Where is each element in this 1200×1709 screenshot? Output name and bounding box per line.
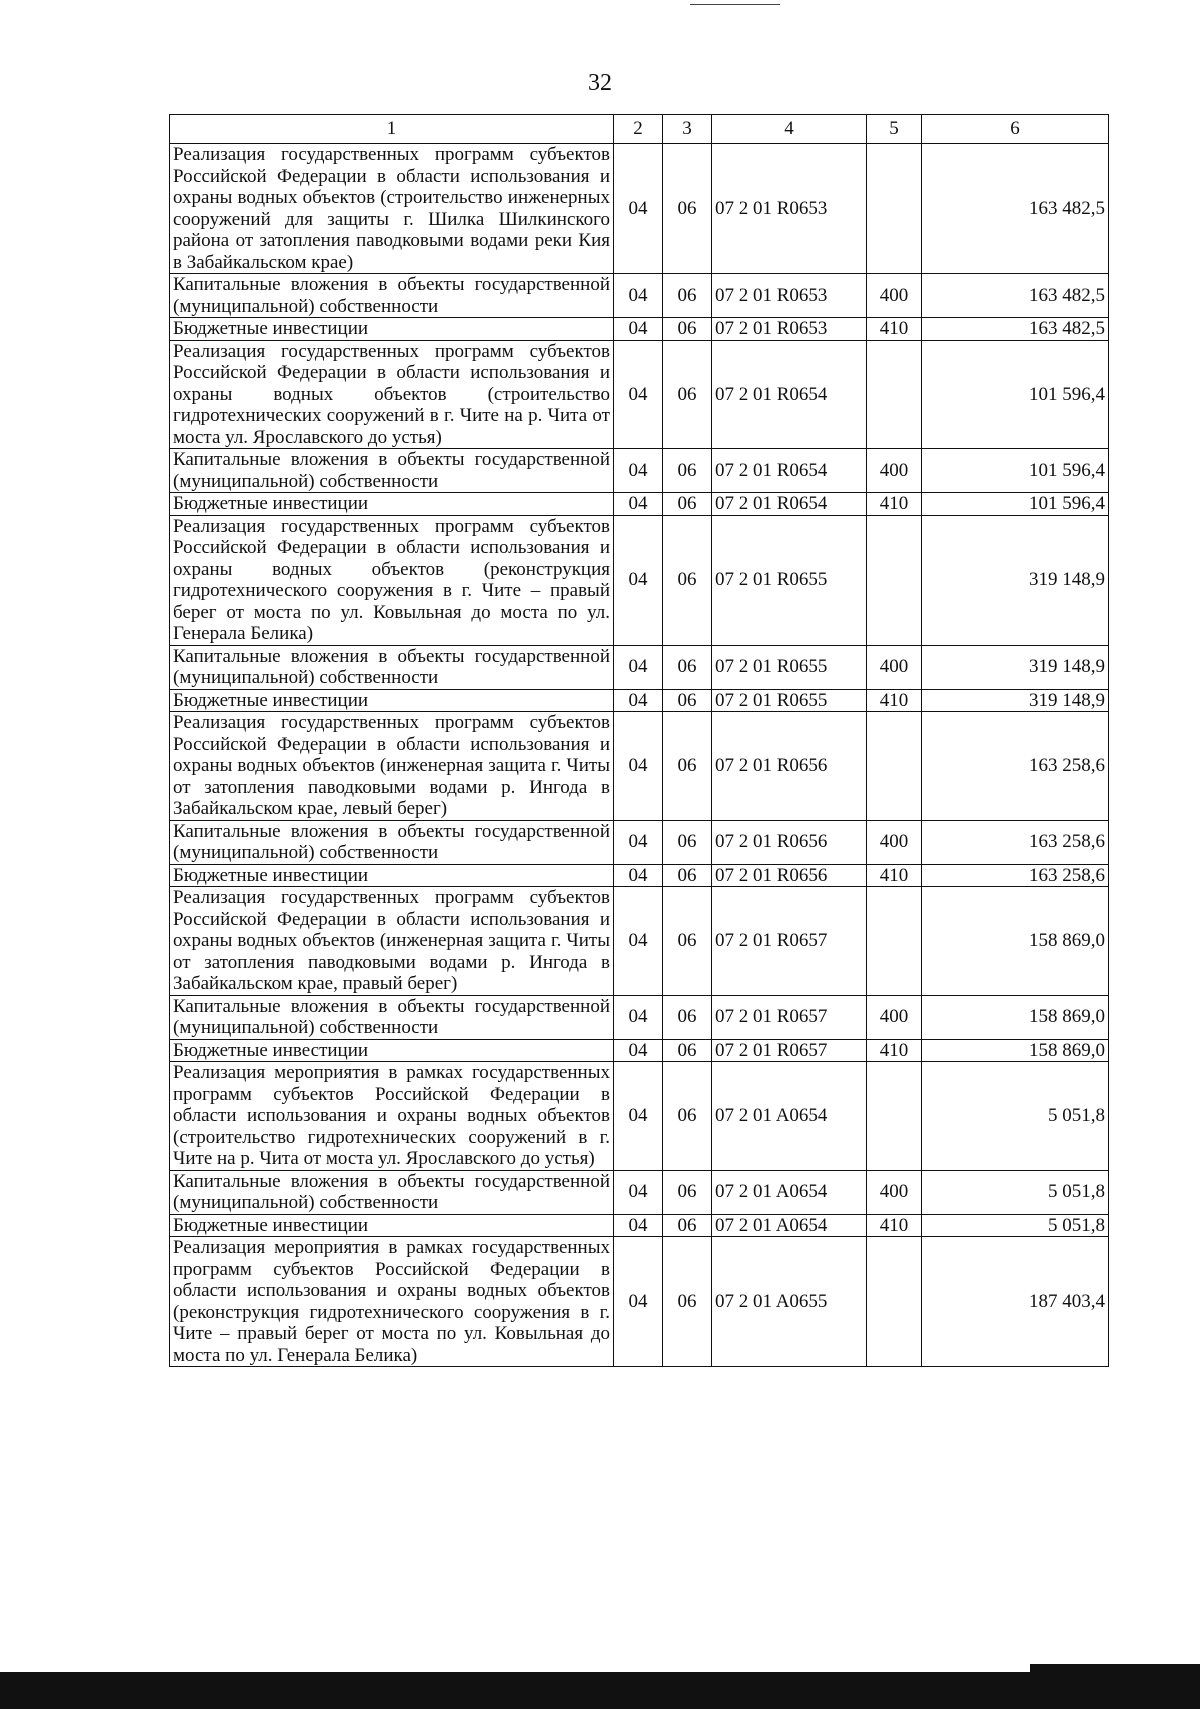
cell-name: Капитальные вложения в объекты государственной (муниципальной) собственности <box>170 820 614 864</box>
cell-target-article: 07 2 01 A0654 <box>712 1062 867 1171</box>
cell-name: Капитальные вложения в объекты государственной (муниципальной) собственности <box>170 645 614 689</box>
cell-amount: 5 051,8 <box>922 1214 1109 1237</box>
cell-amount: 101 596,4 <box>922 340 1109 449</box>
cell-section: 04 <box>614 689 663 712</box>
cell-target-article: 07 2 01 R0657 <box>712 995 867 1039</box>
cell-section: 04 <box>614 645 663 689</box>
cell-target-article: 07 2 01 R0655 <box>712 645 867 689</box>
cell-target-article: 07 2 01 R0656 <box>712 820 867 864</box>
cell-amount: 319 148,9 <box>922 515 1109 645</box>
cell-section: 04 <box>614 820 663 864</box>
cell-amount: 158 869,0 <box>922 887 1109 996</box>
budget-table <box>169 114 1109 1367</box>
table-row <box>170 144 1109 274</box>
cell-name: Капитальные вложения в объекты государственной (муниципальной) собственности <box>170 274 614 318</box>
table-header <box>170 115 1109 144</box>
cell-section: 04 <box>614 1062 663 1171</box>
cell-amount: 158 869,0 <box>922 995 1109 1039</box>
cell-section: 04 <box>614 144 663 274</box>
cell-target-article: 07 2 01 R0657 <box>712 887 867 996</box>
scan-bottom-border <box>0 1672 1200 1709</box>
cell-name: Реализация государственных программ субъектов Российской Федерации в области использования и охраны водных объектов (инженерная защита г. Читы от затопления паводковыми водами р. Ингода в Забайкальском крае, левый берег) <box>170 712 614 821</box>
cell-target-article: 07 2 01 R0655 <box>712 689 867 712</box>
table-body <box>170 144 1109 1367</box>
table-row <box>170 995 1109 1039</box>
cell-section: 04 <box>614 1039 663 1062</box>
cell-section: 04 <box>614 1214 663 1237</box>
table-row <box>170 645 1109 689</box>
cell-subsection: 06 <box>663 864 712 887</box>
cell-section: 04 <box>614 318 663 341</box>
table-row <box>170 689 1109 712</box>
cell-amount: 163 482,5 <box>922 274 1109 318</box>
cell-subsection: 06 <box>663 1170 712 1214</box>
cell-expense-type <box>867 712 922 821</box>
cell-section: 04 <box>614 493 663 516</box>
cell-expense-type: 400 <box>867 820 922 864</box>
cell-target-article: 07 2 01 R0654 <box>712 340 867 449</box>
cell-expense-type <box>867 144 922 274</box>
cell-name: Реализация государственных программ субъектов Российской Федерации в области использования и охраны водных объектов (инженерная защита г. Читы от затопления паводковыми водами р. Ингода в Забайкальском крае, правый берег) <box>170 887 614 996</box>
cell-subsection: 06 <box>663 1237 712 1367</box>
cell-amount: 163 258,6 <box>922 864 1109 887</box>
cell-section: 04 <box>614 340 663 449</box>
cell-amount: 5 051,8 <box>922 1170 1109 1214</box>
header-row <box>170 115 1109 144</box>
header-col-2: 2 <box>614 115 663 144</box>
cell-expense-type <box>867 887 922 996</box>
cell-amount: 319 148,9 <box>922 645 1109 689</box>
cell-name: Реализация мероприятия в рамках государственных программ субъектов Российской Федерации в области использования и охраны водных объектов (строительство гидротехнических сооружений в г. Чите на р. Чита от моста ул. Ярославского до устья) <box>170 1062 614 1171</box>
cell-subsection: 06 <box>663 449 712 493</box>
cell-section: 04 <box>614 1170 663 1214</box>
cell-section: 04 <box>614 864 663 887</box>
cell-expense-type: 410 <box>867 1214 922 1237</box>
cell-expense-type: 400 <box>867 995 922 1039</box>
cell-subsection: 06 <box>663 144 712 274</box>
table-row <box>170 1039 1109 1062</box>
cell-target-article: 07 2 01 A0654 <box>712 1214 867 1237</box>
cell-subsection: 06 <box>663 820 712 864</box>
scan-edge-shadow <box>1030 1664 1200 1672</box>
cell-section: 04 <box>614 712 663 821</box>
cell-name: Реализация государственных программ субъектов Российской Федерации в области использования и охраны водных объектов (строительство гидротехнических сооружений в г. Чите на р. Чита от моста ул. Ярославского до устья) <box>170 340 614 449</box>
header-col-1: 1 <box>170 115 614 144</box>
header-col-5: 5 <box>867 115 922 144</box>
cell-subsection: 06 <box>663 340 712 449</box>
cell-subsection: 06 <box>663 493 712 516</box>
cell-expense-type: 400 <box>867 1170 922 1214</box>
table-row <box>170 515 1109 645</box>
cell-expense-type: 400 <box>867 645 922 689</box>
cell-name: Капитальные вложения в объекты государственной (муниципальной) собственности <box>170 995 614 1039</box>
cell-expense-type: 410 <box>867 864 922 887</box>
cell-target-article: 07 2 01 R0654 <box>712 449 867 493</box>
cell-amount: 101 596,4 <box>922 449 1109 493</box>
cell-amount: 101 596,4 <box>922 493 1109 516</box>
cell-subsection: 06 <box>663 645 712 689</box>
cell-expense-type <box>867 515 922 645</box>
table-row <box>170 449 1109 493</box>
cell-name: Капитальные вложения в объекты государственной (муниципальной) собственности <box>170 449 614 493</box>
cell-expense-type: 410 <box>867 318 922 341</box>
header-col-3: 3 <box>663 115 712 144</box>
cell-subsection: 06 <box>663 274 712 318</box>
scan-artifact-line <box>690 4 780 5</box>
cell-expense-type <box>867 340 922 449</box>
cell-section: 04 <box>614 995 663 1039</box>
cell-section: 04 <box>614 274 663 318</box>
table-row <box>170 1214 1109 1237</box>
cell-subsection: 06 <box>663 995 712 1039</box>
cell-name: Реализация государственных программ субъектов Российской Федерации в области использования и охраны водных объектов (реконструкция гидротехнического сооружения в г. Чите – правый берег от моста по ул. Ковыльная до моста по ул. Генерала Белика) <box>170 515 614 645</box>
cell-amount: 5 051,8 <box>922 1062 1109 1171</box>
cell-amount: 163 258,6 <box>922 820 1109 864</box>
cell-target-article: 07 2 01 R0653 <box>712 318 867 341</box>
cell-amount: 163 482,5 <box>922 144 1109 274</box>
cell-name: Бюджетные инвестиции <box>170 1214 614 1237</box>
cell-target-article: 07 2 01 R0653 <box>712 144 867 274</box>
cell-target-article: 07 2 01 A0655 <box>712 1237 867 1367</box>
table-row <box>170 887 1109 996</box>
cell-amount: 163 258,6 <box>922 712 1109 821</box>
cell-subsection: 06 <box>663 1062 712 1171</box>
cell-expense-type <box>867 1062 922 1171</box>
cell-target-article: 07 2 01 R0657 <box>712 1039 867 1062</box>
cell-section: 04 <box>614 449 663 493</box>
cell-section: 04 <box>614 515 663 645</box>
cell-subsection: 06 <box>663 887 712 996</box>
cell-name: Бюджетные инвестиции <box>170 1039 614 1062</box>
cell-expense-type <box>867 1237 922 1367</box>
cell-target-article: 07 2 01 R0656 <box>712 712 867 821</box>
cell-name: Бюджетные инвестиции <box>170 318 614 341</box>
cell-subsection: 06 <box>663 1214 712 1237</box>
cell-subsection: 06 <box>663 515 712 645</box>
cell-expense-type: 400 <box>867 274 922 318</box>
cell-name: Бюджетные инвестиции <box>170 864 614 887</box>
cell-target-article: 07 2 01 R0654 <box>712 493 867 516</box>
cell-section: 04 <box>614 1237 663 1367</box>
cell-section: 04 <box>614 887 663 996</box>
cell-subsection: 06 <box>663 712 712 821</box>
table-row <box>170 274 1109 318</box>
table-row <box>170 712 1109 821</box>
cell-name: Бюджетные инвестиции <box>170 493 614 516</box>
cell-target-article: 07 2 01 R0653 <box>712 274 867 318</box>
cell-subsection: 06 <box>663 689 712 712</box>
table-row <box>170 820 1109 864</box>
cell-name: Бюджетные инвестиции <box>170 689 614 712</box>
cell-expense-type: 400 <box>867 449 922 493</box>
cell-name: Капитальные вложения в объекты государственной (муниципальной) собственности <box>170 1170 614 1214</box>
cell-amount: 187 403,4 <box>922 1237 1109 1367</box>
table-row <box>170 864 1109 887</box>
header-col-4: 4 <box>712 115 867 144</box>
cell-target-article: 07 2 01 R0656 <box>712 864 867 887</box>
cell-expense-type: 410 <box>867 689 922 712</box>
cell-subsection: 06 <box>663 318 712 341</box>
table-row <box>170 340 1109 449</box>
cell-expense-type: 410 <box>867 1039 922 1062</box>
table-row <box>170 1170 1109 1214</box>
cell-amount: 319 148,9 <box>922 689 1109 712</box>
cell-target-article: 07 2 01 R0655 <box>712 515 867 645</box>
table-row <box>170 1062 1109 1171</box>
table-row <box>170 1237 1109 1367</box>
cell-name: Реализация государственных программ субъектов Российской Федерации в области использования и охраны водных объектов (строительство инженерных сооружений для защиты г. Шилка Шилкинского района от затопления паводковыми водами реки Кия в Забайкальском крае) <box>170 144 614 274</box>
cell-amount: 163 482,5 <box>922 318 1109 341</box>
cell-target-article: 07 2 01 A0654 <box>712 1170 867 1214</box>
table-row <box>170 318 1109 341</box>
cell-amount: 158 869,0 <box>922 1039 1109 1062</box>
table-row <box>170 493 1109 516</box>
page-number: 32 <box>588 70 612 96</box>
header-col-6: 6 <box>922 115 1109 144</box>
cell-name: Реализация мероприятия в рамках государственных программ субъектов Российской Федерации в области использования и охраны водных объектов (реконструкция гидротехнического сооружения в г. Чите – правый берег от моста по ул. Ковыльная до моста по ул. Генерала Белика) <box>170 1237 614 1367</box>
cell-expense-type: 410 <box>867 493 922 516</box>
cell-subsection: 06 <box>663 1039 712 1062</box>
